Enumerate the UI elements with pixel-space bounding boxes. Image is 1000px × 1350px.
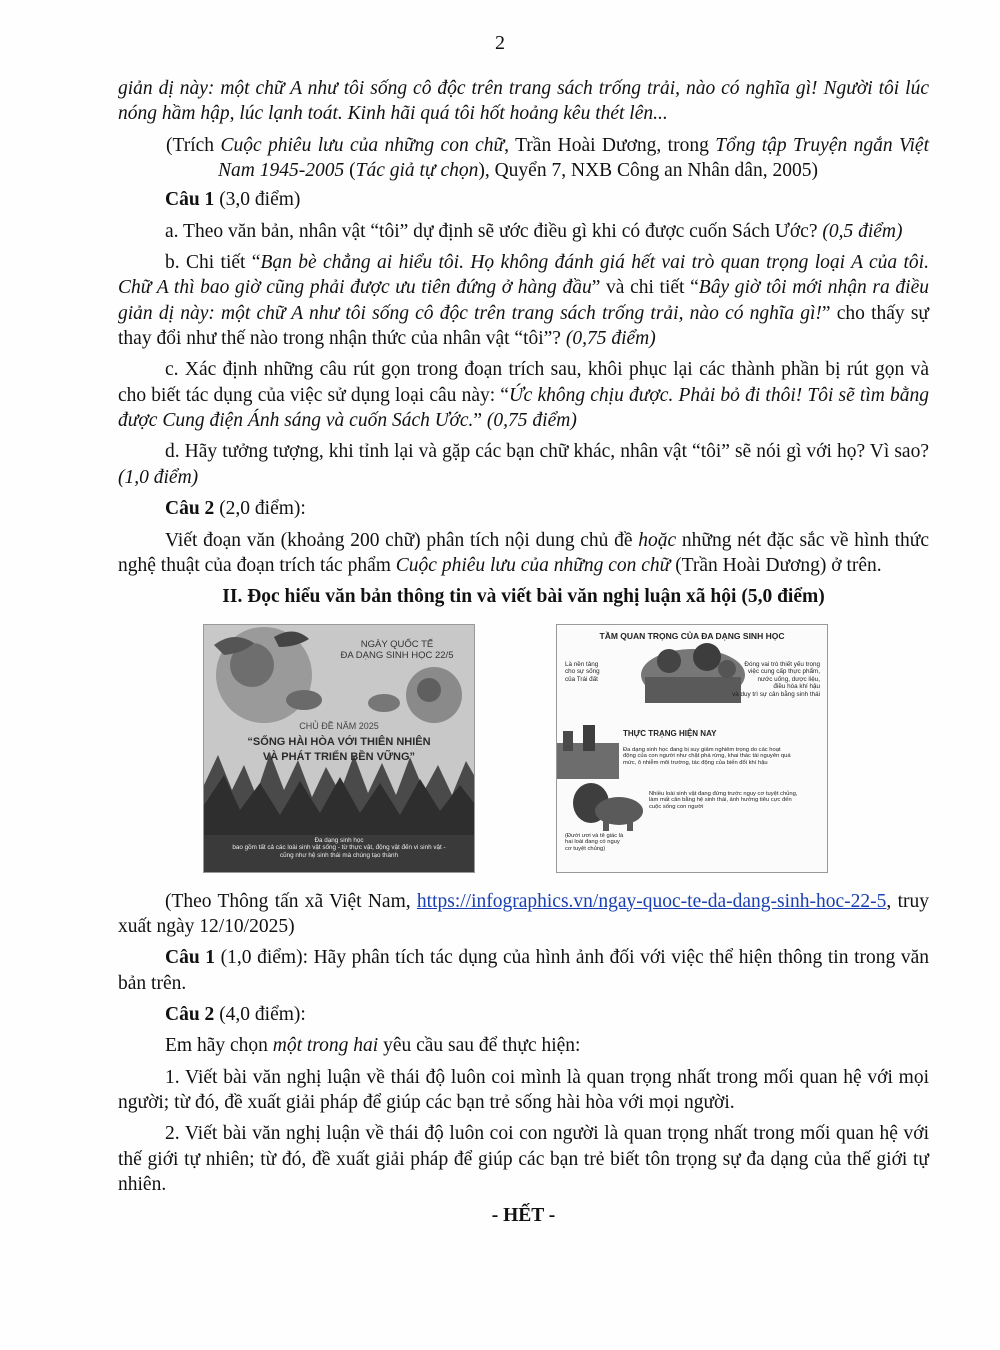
- part-2-question-2-instruction: Em hãy chọn một trong hai yêu cầu sau để thực hiện:: [165, 1035, 581, 1057]
- extinction-risk-text: Nhiều loài sinh vật đang đứng trước nguy cơ tuyệt chủng, làm mất cân bằng hệ sinh thái, ảnh hưởng tiêu cực đến cuộc sống con người: [649, 790, 798, 811]
- role-text: Đóng vai trò thiết yếu trong việc cung cấp thực phẩm, nước uống, dược liệu, điều hòa khí hậu và duy trì sự cân bằng sinh thái: [732, 660, 820, 698]
- question-1b: b. Chi tiết “Bạn bè chẳng ai hiểu tôi. Họ không đánh giá hết vai trò quan trọng loại A của tôi. Chữ A thì bao giờ cũng phải được ưu tiên đứng ở hàng đầu” và chi tiết “Bây giờ tôi mới nhận ra điều giản dị này: một chữ A như tôi sống cô độc trên trang sách trống trải, nào có nghĩa gì!” cho thấy sự thay đổi như thế nào trong nhận thức của nhân vật “tôi”? (0,75 điểm): [118, 252, 930, 350]
- theme-block: CHỦ ĐỀ NĂM 2025 “SỐNG HÀI HÒA VỚI THIÊN NHIÊN VÀ PHÁT TRIỂN BỀN VỮNG”: [247, 720, 431, 763]
- page-number: 2: [495, 32, 505, 54]
- status-text: Đa dạng sinh học đang bị suy giảm nghiêm trọng do các hoạt động của con người như chặt phá rừng, khai thác tài nguyên quá mức, ô nhiễm môi trường, tác động của biến đổi khí hậu: [623, 746, 791, 767]
- passage-ending: giản dị này: một chữ A như tôi sống cô độc trên trang sách trống trải, nào có nghĩa gì! Người tôi lúc nóng hầm hập, lúc lạnh toát. Kinh hãi quá tôi hốt hoảng kêu thét lên...: [118, 78, 929, 125]
- passage-source: (Trích Cuộc phiêu lưu của những con chữ, Trần Hoài Dương, trong Tổng tập Truyện ngắn Việt Nam 1945-2005 (Tác giả tự chọn), Quyển 7, NXB Công an Nhân dân, 2005): [166, 134, 929, 182]
- part-2-heading: II. Đọc hiểu văn bản thông tin và viết bài văn nghị luận xã hội (5,0 điểm): [222, 586, 825, 608]
- end-mark: - HẾT -: [491, 1205, 556, 1227]
- question-1a: a. Theo văn bản, nhân vật “tôi” dự định sẽ ước điều gì khi có được cuốn Sách Ước? (0,5 điểm): [165, 220, 903, 242]
- question-1c: c. Xác định những câu rút gọn trong đoạn trích sau, khôi phục lại các thành phần bị rút gọn và cho biết tác dụng của việc sử dụng loại câu này: “Ức không chịu được. Phải bỏ đi thôi! Tôi sẽ tìm bằng được Cung điện Ánh sáng và cuốn Sách Ước.” (0,75 điểm): [118, 359, 929, 432]
- source-link[interactable]: https://infographics.vn/ngay-quoc-te-da-dang-sinh-hoc-22-5: [416, 890, 887, 912]
- part-2-question-1: Câu 1 (1,0 điểm): Hãy phân tích tác dụng của hình ảnh đối với việc thể hiện thông tin trong văn bản trên.: [118, 947, 929, 994]
- animal-caption: (Đười ươi và tê giác là hai loài đang có nguy cơ tuyệt chủng): [565, 832, 624, 853]
- question-2-text: Viết đoạn văn (khoảng 200 chữ) phân tích nội dung chủ đề hoặc những nét đặc sắc về hình thức nghệ thuật của đoạn trích tác phẩm Cuộc phiêu lưu của những con chữ (Trần Hoài Dương) ở trên.: [118, 529, 929, 576]
- question-1-heading: Câu 1 (3,0 điểm): [165, 189, 301, 211]
- biodiversity-day-infographic: [203, 624, 475, 873]
- essay-option-2: 2. Viết bài văn nghị luận về thái độ luôn coi con người là quan trọng nhất trong mối quan hệ với thế giới tự nhiên; từ đó, đề xuất giải pháp để giúp các bạn trẻ biết tôn trọng sự đa dạng của thế giới tự nhiên.: [118, 1123, 929, 1195]
- status-title: THỰC TRẠNG HIỆN NAY: [623, 728, 717, 738]
- infographic-source: (Theo Thông tấn xã Việt Nam, https://infographics.vn/ngay-quoc-te-da-dang-sinh-hoc-22-5, truy xuất ngày 12/10/2025): [118, 890, 929, 937]
- part-2-question-2-heading: Câu 2 (4,0 điểm):: [165, 1003, 306, 1025]
- event-title: NGÀY QUỐC TẾ ĐA DẠNG SINH HỌC 22/5: [340, 638, 454, 662]
- infographic-row: [203, 624, 828, 871]
- essay-option-1: 1. Viết bài văn nghị luận về thái độ luôn coi mình là quan trọng nhất trong mối quan hệ với mọi người; từ đó, đề xuất giải pháp để giúp các bạn trẻ sống hài hòa với mọi người.: [118, 1066, 929, 1113]
- question-2-heading: Câu 2 (2,0 điểm):: [165, 498, 306, 520]
- biodiversity-importance-infographic: [556, 624, 828, 873]
- page-content: [118, 76, 929, 1235]
- question-1d: d. Hãy tưởng tượng, khi tỉnh lại và gặp các bạn chữ khác, nhân vật “tôi” sẽ nói gì với họ? Vì sao? (1,0 điểm): [118, 441, 929, 488]
- foundation-text: Là nền tảng cho sự sống của Trái đất: [565, 660, 600, 683]
- infographic-title: TẦM QUAN TRỌNG CỦA ĐA DẠNG SINH HỌC: [599, 630, 785, 641]
- infographic-footnote: Đa dạng sinh học bao gồm tất cả các loài sinh vật sống - từ thực vật, động vật đến vi sinh vật - cũng như hệ sinh thái mà chúng tạo thành: [232, 836, 446, 860]
